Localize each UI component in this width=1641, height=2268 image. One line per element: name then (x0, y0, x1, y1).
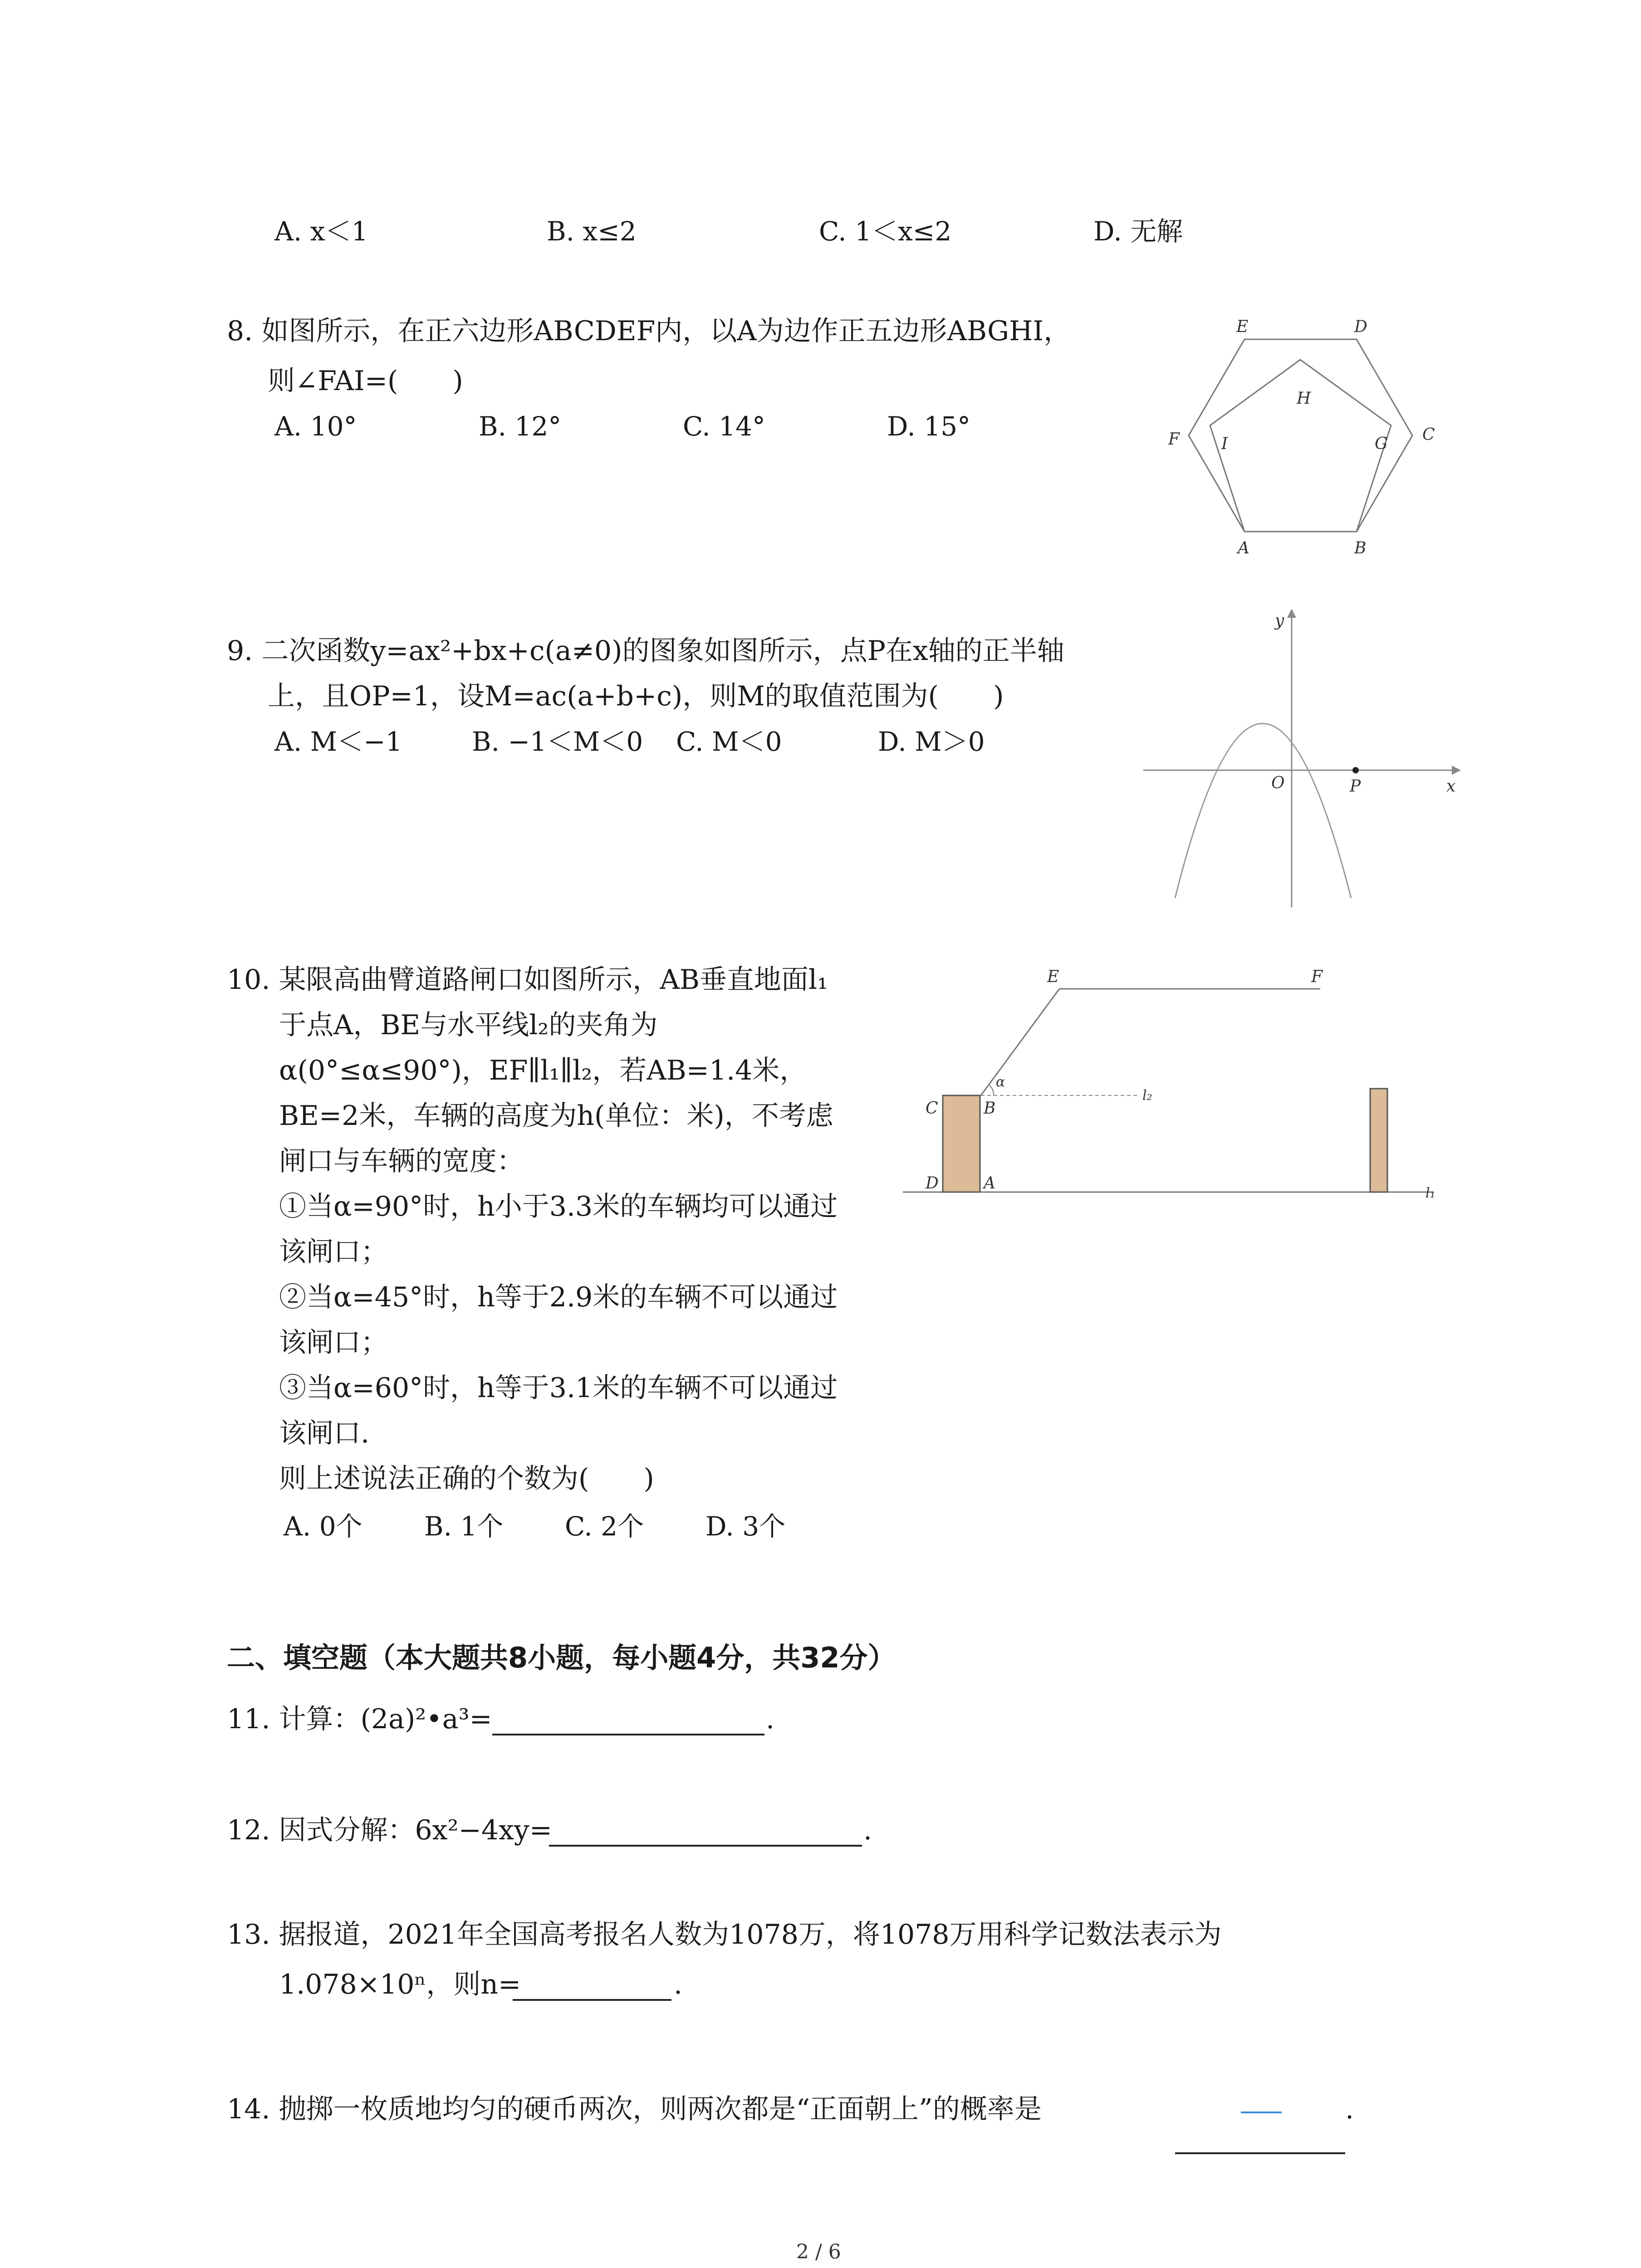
q11-text: 11. 计算：(2a)²•a³= (227, 1703, 492, 1735)
parabola-curve (1175, 723, 1351, 898)
q11-answer-blank[interactable] (492, 1734, 764, 1735)
fraction-bar (1241, 2112, 1282, 2113)
q14-text: 14. 抛掷一枚质地均匀的硬币两次，则两次都是“正面朝上”的概率是 (227, 2093, 1042, 2125)
q8-line-1: 8. 如图所示，在正六边形ABCDEF内，以A为边作正五边形ABGHI， (227, 315, 1071, 347)
q9-option-d: D. M＞0 (878, 726, 985, 757)
q10-line-3: α(0°≤α≤90°)，EF∥l₁∥l₂，若AB=1.4米， (279, 1055, 807, 1086)
q10-line-4: BE=2米，车辆的高度为h(单位：米)，不考虑 (279, 1100, 833, 1132)
q13-end: . (674, 1969, 683, 2000)
q10-gate-figure (903, 962, 1465, 1216)
label-e: E (1236, 318, 1249, 336)
q10-option-b: B. 1个 (424, 1511, 504, 1542)
q12-answer-blank[interactable] (549, 1845, 862, 1847)
label-i: I (1221, 435, 1228, 453)
label-alpha: α (996, 1074, 1005, 1090)
q8-line-2: 则∠FAI=( ) (268, 365, 463, 397)
q9-option-c: C. M＜0 (676, 726, 782, 757)
label-a: A (984, 1174, 995, 1193)
angle-arc (989, 1085, 994, 1095)
q7-option-c: C. 1＜x≤2 (819, 216, 952, 247)
label-x: x (1446, 777, 1456, 796)
q10-line-7: 该闸口； (279, 1236, 388, 1268)
q13-line-2: 1.078×10ⁿ，则n= (279, 1969, 521, 2000)
q10-line-10: ③当α=60°时，h等于3.1米的车辆不可以通过 (279, 1372, 838, 1404)
q11-end: . (766, 1703, 775, 1735)
q9-line-1: 9. 二次函数y=ax²+bx+c(a≠0)的图象如图所示，点P在x轴的正半轴 (227, 635, 1064, 667)
q10-line-5: 闸口与车辆的宽度： (279, 1145, 524, 1177)
pentagon-shape (1210, 360, 1391, 532)
q9-line-2: 上，且OP=1，设M=ac(a+b+c)，则M的取值范围为( ) (268, 680, 1004, 712)
q10-line-8: ②当α=45°时，h等于2.9米的车辆不可以通过 (279, 1281, 838, 1313)
q8-hexagon-figure (1161, 308, 1461, 562)
q8-option-d: D. 15° (887, 411, 971, 442)
label-l2: l₂ (1142, 1088, 1152, 1104)
y-axis-arrow (1287, 609, 1296, 618)
q12-text: 12. 因式分解：6x²−4xy= (227, 1814, 553, 1846)
q8-option-c: C. 14° (683, 411, 765, 442)
q7-option-d: D. 无解 (1093, 216, 1183, 247)
q10-line-12: 则上述说法正确的个数为( ) (279, 1463, 654, 1495)
label-e: E (1047, 968, 1059, 986)
q9-option-b: B. −1＜M＜0 (472, 726, 643, 757)
q10-option-d: D. 3个 (705, 1511, 786, 1542)
page-number: 2 / 6 (796, 2240, 841, 2263)
x-axis-arrow (1452, 766, 1461, 775)
q10-line-9: 该闸口； (279, 1327, 388, 1359)
q14-answer-blank[interactable] (1175, 2152, 1345, 2154)
label-d: D (926, 1174, 939, 1193)
label-b: B (984, 1099, 996, 1118)
q8-option-a: A. 10° (274, 411, 357, 442)
q8-option-b: B. 12° (479, 411, 562, 442)
label-c: C (926, 1099, 938, 1118)
q10-line-11: 该闸口. (279, 1418, 370, 1449)
q10-option-c: C. 2个 (565, 1511, 644, 1542)
q13-answer-blank[interactable] (513, 1999, 671, 2001)
label-y: y (1275, 611, 1284, 630)
label-b: B (1354, 539, 1367, 557)
label-a: A (1238, 539, 1249, 557)
point-p-dot (1352, 767, 1359, 773)
label-p: P (1350, 777, 1361, 796)
label-d: D (1354, 318, 1367, 336)
q9-parabola-figure (1134, 603, 1470, 912)
section-2-heading: 二、填空题（本大题共8小题，每小题4分，共32分） (227, 1641, 896, 1674)
q14-end: . (1345, 2093, 1354, 2125)
q10-line-1: 10. 某限高曲臂道路闸口如图所示，AB垂直地面l₁ (227, 964, 828, 996)
q10-line-2: 于点A，BE与水平线l₂的夹角为 (279, 1009, 658, 1041)
q10-option-a: A. 0个 (284, 1511, 362, 1542)
label-o: O (1271, 774, 1285, 792)
label-g: G (1375, 435, 1388, 453)
q12-end: . (863, 1814, 872, 1846)
label-h: H (1297, 389, 1311, 408)
q7-option-b: B. x≤2 (547, 216, 637, 247)
label-c: C (1422, 425, 1435, 444)
q7-option-a: A. x＜1 (274, 216, 368, 247)
q10-line-6: ①当α=90°时，h小于3.3米的车辆均可以通过 (279, 1191, 838, 1222)
label-f: F (1168, 430, 1180, 449)
q9-option-a: A. M＜−1 (274, 726, 402, 757)
label-l1: l₁ (1425, 1185, 1435, 1201)
left-post (943, 1095, 980, 1192)
right-post (1370, 1089, 1387, 1192)
q13-line-1: 13. 据报道，2021年全国高考报名人数为1078万，将1078万用科学记数法表示为 (227, 1919, 1222, 1950)
arm-be (981, 989, 1059, 1095)
label-f: F (1311, 968, 1323, 986)
